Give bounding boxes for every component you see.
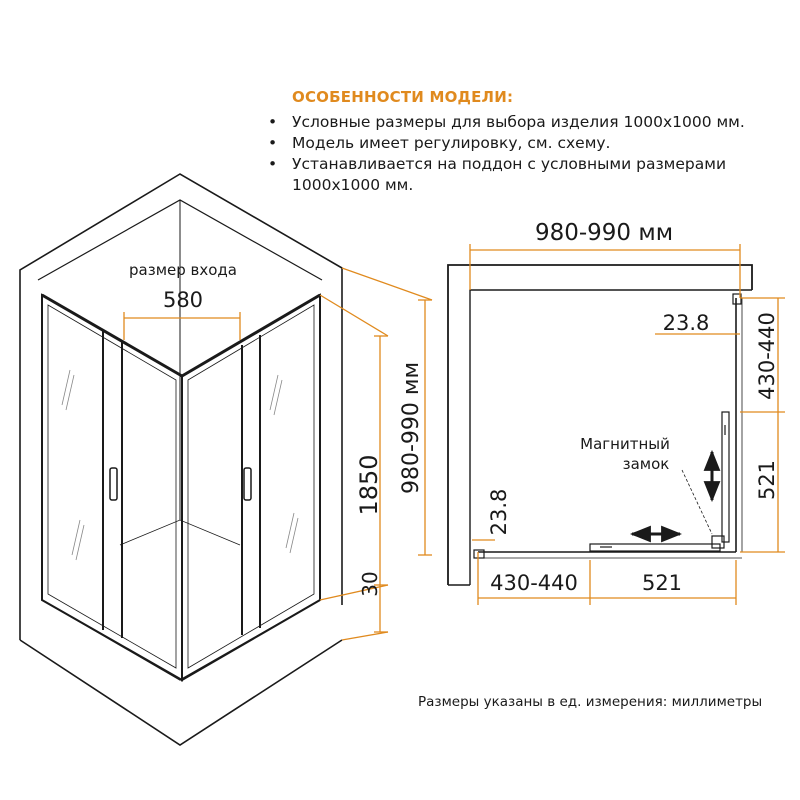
features-title: ОСОБЕННОСТИ МОДЕЛИ: bbox=[292, 88, 514, 106]
plan-left-offset: 23.8 bbox=[487, 488, 511, 536]
tray-height-value: 30 bbox=[358, 571, 382, 597]
plan-right-lower: 521 bbox=[755, 459, 779, 501]
plan-right-upper: 430-440 bbox=[755, 312, 779, 400]
left-handle bbox=[110, 468, 117, 500]
plan-offset-top: 23.8 bbox=[662, 311, 710, 335]
isometric-dimensions bbox=[124, 268, 432, 640]
feature-item: • Условные размеры для выбора изделия 1000х1000 мм. bbox=[262, 112, 792, 133]
plan-bottom-left: 430-440 bbox=[490, 571, 578, 595]
magnet-label-line2: замок bbox=[622, 455, 670, 473]
left-panel-frame bbox=[42, 295, 182, 680]
units-footnote: Размеры указаны в ед. измерения: миллиметры bbox=[418, 694, 763, 710]
entrance-label: размер входа bbox=[129, 261, 237, 279]
magnet-leader-line bbox=[682, 470, 712, 534]
magnet-label-line1: Магнитный bbox=[580, 435, 670, 453]
plan-bottom-right: 521 bbox=[641, 571, 683, 595]
height-value: 1850 bbox=[355, 454, 383, 516]
entrance-width-value: 580 bbox=[162, 288, 204, 312]
isometric-view bbox=[20, 174, 342, 745]
floor-inner bbox=[120, 520, 240, 545]
feature-item: • Модель имеет регулировку, см. схему. bbox=[262, 133, 792, 154]
right-handle bbox=[244, 468, 251, 500]
feature-item: • Устанавливается на поддон с условными размерами 1000х1000 мм. bbox=[262, 154, 792, 196]
side-range-value: 980-990 мм bbox=[399, 361, 424, 495]
plan-top-width: 980-990 мм bbox=[534, 220, 674, 246]
